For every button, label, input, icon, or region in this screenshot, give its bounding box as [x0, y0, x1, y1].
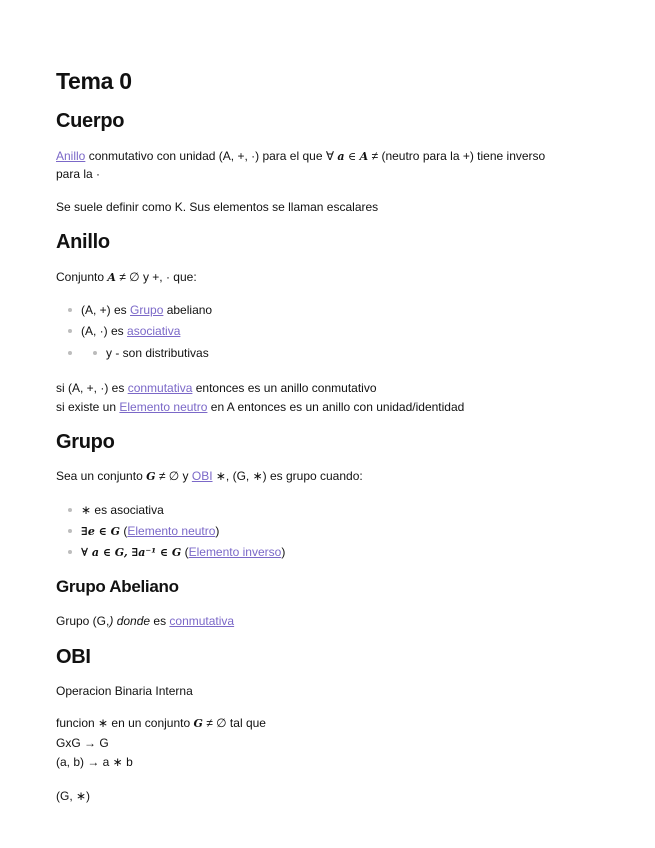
obi-full-name: Operacion Binaria Interna	[56, 684, 193, 698]
list-bullet	[68, 550, 72, 554]
anillo-intro: Conjunto A ≠ ∅ y +, · que:	[56, 270, 197, 284]
anillo-list-item: (A, +) es Grupo abeliano	[81, 303, 213, 317]
link-conmutativa-2[interactable]: conmutativa	[169, 614, 235, 628]
list-bullet	[68, 329, 72, 333]
link-elemento-neutro-2[interactable]: Elemento neutro	[127, 524, 216, 538]
heading-cuerpo: Cuerpo	[56, 110, 125, 132]
grupo-list-item: ∃e ∈ G (Elemento neutro)	[81, 524, 220, 538]
obi-mapping-sets: GxG → G	[56, 736, 109, 750]
cuerpo-definition-line2: para la ·	[56, 167, 101, 181]
link-elemento-neutro[interactable]: Elemento neutro	[119, 400, 208, 414]
cuerpo-escalares-text: Se suele definir como K. Sus elementos se llaman escalares	[56, 200, 379, 214]
obi-definition: funcion ∗ en un conjunto G ≠ ∅ tal que	[56, 716, 266, 730]
link-anillo[interactable]: Anillo	[56, 149, 86, 163]
list-bullet-nested	[93, 351, 97, 355]
anillo-list-item: y - son distributivas	[106, 346, 209, 360]
heading-obi: OBI	[56, 646, 91, 668]
cuerpo-definition-line1: Anillo conmutativo con unidad (A, +, ·) para el que ∀ a ∈ A ≠ (neutro para la +) tiene inverso	[56, 149, 546, 163]
list-bullet	[68, 529, 72, 533]
heading-grupo-abeliano: Grupo Abeliano	[56, 577, 179, 596]
heading-grupo: Grupo	[56, 431, 115, 453]
heading-anillo: Anillo	[56, 231, 110, 253]
grupo-abeliano-text: Grupo (G,) donde es conmutativa	[56, 614, 235, 628]
link-elemento-inverso[interactable]: Elemento inverso	[188, 545, 282, 559]
anillo-list-item: (A, ·) es asociativa	[81, 324, 181, 338]
grupo-list-item: ∗ es asociativa	[81, 503, 164, 517]
link-grupo[interactable]: Grupo	[130, 303, 164, 317]
list-bullet	[68, 508, 72, 512]
link-asociativa[interactable]: asociativa	[127, 324, 181, 338]
page-title: Tema 0	[56, 68, 132, 94]
list-bullet	[68, 351, 72, 355]
grupo-list-item: ∀ a ∈ G, ∃a⁻¹ ∈ G (Elemento inverso)	[81, 545, 286, 559]
link-obi[interactable]: OBI	[191, 469, 213, 483]
anillo-note-conmutativo: si (A, +, ·) es conmutativa entonces es un anillo conmutativo	[56, 381, 377, 395]
obi-mapping-elements: (a, b) → a ∗ b	[56, 755, 133, 769]
link-conmutativa[interactable]: conmutativa	[127, 381, 193, 395]
anillo-note-unidad: si existe un Elemento neutro en A entonces es un anillo con unidad/identidad	[56, 400, 465, 414]
list-bullet	[68, 308, 72, 312]
grupo-intro: Sea un conjunto G ≠ ∅ y OBI ∗, (G, ∗) es grupo cuando:	[56, 469, 363, 483]
obi-structure: (G, ∗)	[56, 789, 91, 803]
